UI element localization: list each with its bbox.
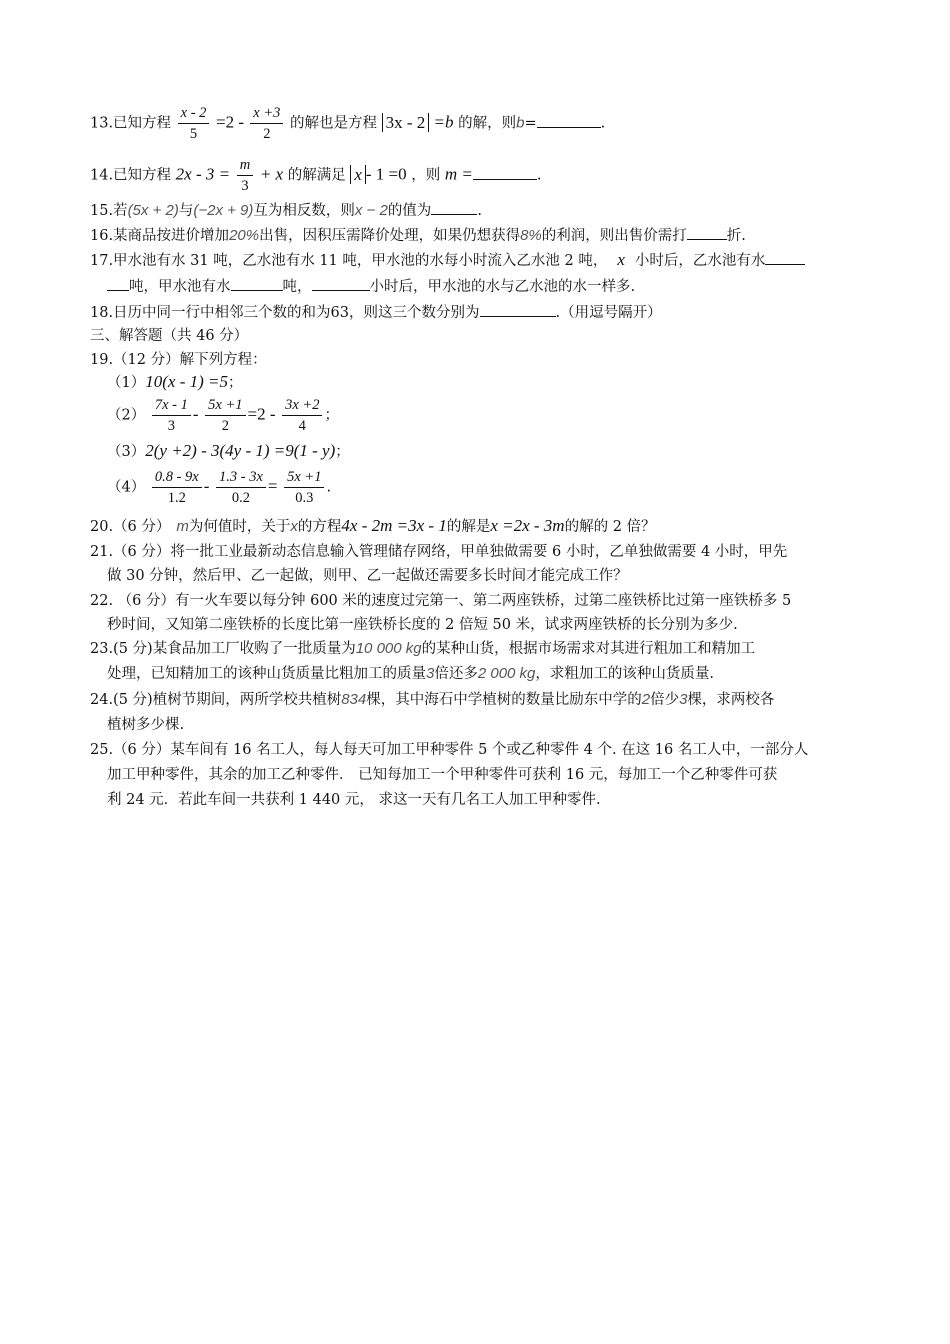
question-22: 22. （6 分）有一火车要以每分钟 600 米的速度过完第一、第二两座铁桥，过第二座铁桥比过第一座铁桥多 5 [90, 593, 792, 609]
q19-part-4: （4） $\frac{0.8 - 9x}{1.2}$ - $\frac{1.3 - 3x}{0.2}$ = $\frac{5x +1}{0.3}$ . [107, 469, 332, 506]
q19-part-1: （1）10(x - 1) =5； [107, 372, 243, 391]
question-19-title: 19.（12 分）解下列方程： [90, 352, 267, 368]
question-14: 14.已知方程 2x - 3 = $\frac{m}{3}$ + x 的解满足 x - 1 =0 ，则 m = . [90, 157, 542, 194]
question-17: 17.甲水池有水 31 吨，乙水池有水 11 吨，甲水池的水每小时流入乙水池 2 吨， x 小时后，乙水池有水 [90, 250, 805, 271]
answer-blank[interactable] [231, 276, 283, 291]
question-25: 25.（6 分）某车间有 16 名工人，每人每天可加工甲种零件 5 个或乙种零件 4 个. 在这 16 名工人中，一部分人 [90, 742, 809, 758]
question-20: 20.（6 分） m为何值时，关于x的方程4x - 2m =3x - 1的解是x =2x - 3m的解的 2 倍？ [90, 516, 656, 535]
question-17-line-2: 吨，甲水池有水 吨， 小时后，甲水池的水与乙水池的水一样多. [107, 276, 635, 297]
question-25-line-3: 利 24 元．若此车间一共获利 1 440 元， 求这一天有几名工人加工甲种零件. [107, 792, 601, 808]
question-23-line-2: 处理，已知精加工的该种山货质量比粗加工的质量3倍还多2 000 kg，求粗加工的该种山货质量. [107, 665, 714, 682]
question-23: 23.(5 分)某食品加工厂收购了一批质量为10 000 kg的某种山货，根据市场需求对其进行粗加工和精加工 [90, 640, 756, 657]
answer-blank[interactable] [431, 200, 477, 215]
question-24: 24.(5 分)植树节期间，两所学校共植树834棵，其中海石中学植树的数量比励东中学的2倍少3棵，求两校各 [90, 691, 775, 708]
answer-blank[interactable] [765, 250, 805, 265]
q13-text: 13.已知方程 [90, 115, 172, 132]
question-13: 13.已知方程 $\frac{x - 2}{5}$ =2 - $\frac{x +3}{2}$ 的解也是方程 3x - 2 =b 的解，则b= . [90, 105, 606, 142]
q13-abs-expr: 3x - 2 [382, 113, 430, 132]
answer-blank[interactable] [480, 302, 556, 317]
q14-fraction: $\frac{m}{3}$ [237, 155, 253, 196]
q19-part-3: （3）2(y +2) - 3(4y - 1) =9(1 - y)； [107, 441, 350, 460]
question-21-line-2: 做 30 分钟，然后甲、乙一起做，则甲、乙一起做还需要多长时间才能完成工作？ [107, 568, 628, 584]
section-3-heading: 三、解答题（共 46 分） [90, 328, 249, 344]
answer-blank[interactable] [312, 276, 370, 291]
question-21: 21.（6 分）将一批工业最新动态信息输入管理储存网络，甲单独做需要 6 小时，乙单独做需要 4 小时，甲先 [90, 544, 788, 560]
answer-blank[interactable] [107, 276, 129, 291]
question-25-line-2: 加工甲种零件，其余的加工乙种零件． 已知每加工一个甲种零件可获利 16 元，每加工一个乙种零件可获 [107, 767, 778, 783]
answer-blank[interactable] [537, 113, 601, 128]
answer-blank[interactable] [473, 165, 537, 180]
q13-fraction-2: $\frac{x +3}{2}$ [250, 103, 283, 144]
question-16: 16.某商品按进价增加20%出售，因积压需降价处理，如果仍想获得8%的利润，则出售价需打 折. [90, 227, 746, 244]
question-15: 15.若(5x + 2)与(−2x + 9)互为相反数，则x − 2的值为 . [90, 202, 482, 219]
question-22-line-2: 秒时间，又知第二座铁桥的长度比第一座铁桥长度的 2 倍短 50 米，试求两座铁桥的长分别为多少. [107, 617, 738, 633]
q13-fraction-1: $\frac{x - 2}{5}$ [178, 103, 210, 144]
q19-part-2: （2） $\frac{7x - 1}{3}$ - $\frac{5x +1}{2}$ =2 - $\frac{3x +2}{4}$ ； [107, 397, 339, 434]
answer-blank[interactable] [687, 225, 727, 240]
question-24-line-2: 植树多少棵. [107, 717, 185, 733]
question-18: 18.日历中同一行中相邻三个数的和为63，则这三个数分别为 .（用逗号隔开） [90, 302, 662, 323]
